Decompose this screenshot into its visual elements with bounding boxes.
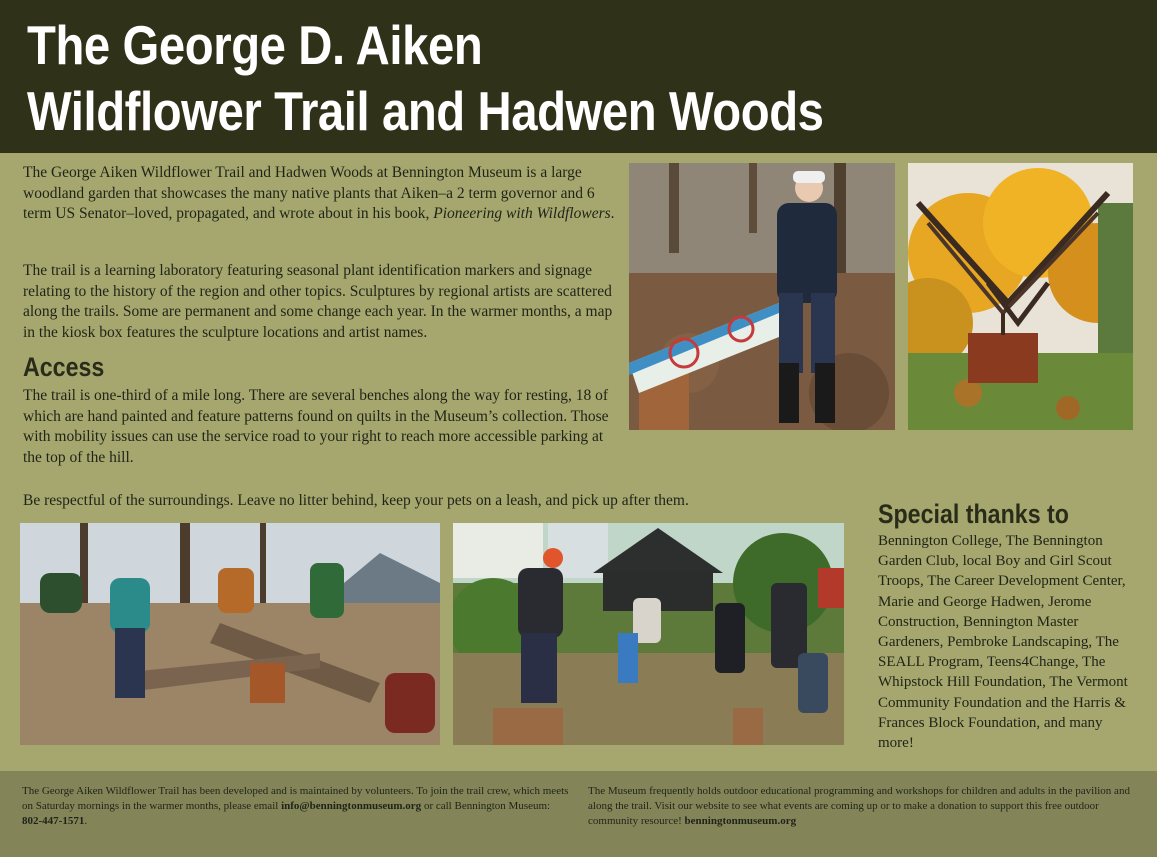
title-line-1: The George D. Aiken [27,14,483,76]
photo-children-trail [453,523,844,745]
footer-left-text: The George Aiken Wildflower Trail has been developed and is maintained by volunteers. To join the trail crew, which meets on Saturday mornings in the warmer months, please email [22,785,569,812]
footer-right-text: The Museum frequently holds outdoor educational programming and workshops for children and adults in the pavilion and along the trail. Visit our website to see what events are coming up or to make a donation to support this free outdoor community resource! [588,785,1130,827]
title-line-2: Wildflower Trail and Hadwen Woods [27,80,824,142]
page-title [27,12,824,144]
photo-painted-bench [629,163,895,430]
museum-website-link[interactable]: benningtonmuseum.org [684,815,797,827]
book-title: Pioneering with Wildflowers [433,205,611,222]
laboratory-paragraph: The trail is a learning laboratory featuring seasonal plant identification markers and signage relating to the history of the region and other topics. Sculptures by regional artists are scattered along the trails. Some are permanent and some change each year. In the warmer months, a map in the kiosk box features the sculpture locations and artist names. [23,262,613,341]
intro-paragraph [23,163,623,225]
footer-left-mid: or call Bennington Museum: [423,800,551,812]
photo-trail-crew [20,523,440,745]
access-heading: Access [23,352,105,382]
footer-left-end: . [84,815,88,827]
footer-volunteer-note [22,784,572,829]
intro-text: The George Aiken Wildflower Trail and Hadwen Woods at Bennington Museum is a large woodland garden that showcases the many native plants that Aiken–a 2 term governor and 6 term US Senator–loved, propagated, and wrote about in his book, [23,164,595,222]
thanks-paragraph: Bennington College, The Bennington Garden Club, local Boy and Girl Scout Troops, The Career Development Center, Marie and George Hadwen, Jerome Construction, Bennington Master Gardeners, Pembroke Landscaping, The SEALL Program, Teens4Change, The Whipstock Hill Foundation, The Vermont Community Foundation and the Harris & Frances Block Foundation, and many more! [878,533,1128,752]
thanks-heading: Special thanks to [878,499,1069,529]
volunteer-email-link[interactable]: info@benningtonmuseum.org [281,800,422,812]
museum-phone: 802-447-1571 [22,815,85,827]
header-banner [0,0,1157,153]
photo-bird-sculpture [908,163,1133,430]
respect-notice: Be respectful of the surroundings. Leave no litter behind, keep your pets on a leash, and pick up after them. [23,492,689,509]
access-paragraph: The trail is one-third of a mile long. There are several benches along the way for resting, 18 of which are hand painted and feature patterns found on quilts in the Museum’s collection. Those with mobility issues can use the service road to your right to reach more accessible parking at the top of the hill. [23,387,609,466]
intro-end: . [610,205,615,222]
footer-programs-note [588,784,1138,829]
